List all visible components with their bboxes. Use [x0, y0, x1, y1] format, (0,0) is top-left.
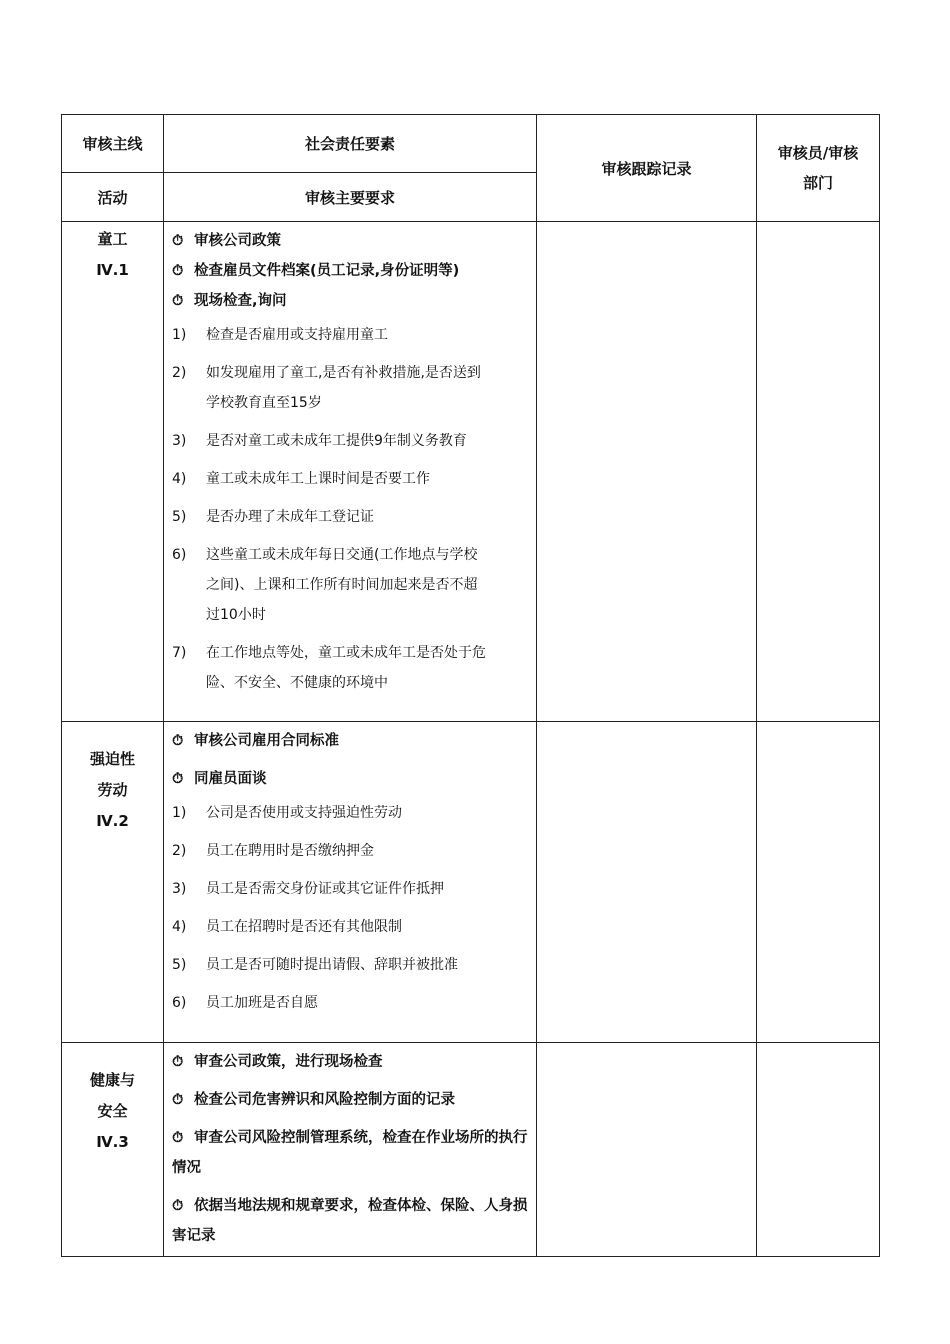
clock-icon: ⏱ — [172, 733, 184, 749]
clock-icon: ⏱ — [172, 293, 184, 309]
item-line: 童工或未成年工上课时间是否要工作 — [206, 471, 430, 487]
item-number: 2) — [172, 843, 187, 859]
bullet-text: 审核公司雇用合同标准 — [194, 733, 339, 749]
bullet-item — [172, 1191, 530, 1251]
bullet-text: 审查公司风险控制管理系统，检查在作业场所的执行情况 — [172, 1130, 528, 1176]
auditor-cell — [757, 1043, 880, 1257]
bullet-text: 审核公司政策 — [194, 233, 281, 249]
section-row — [62, 222, 880, 722]
section-requirements — [164, 1043, 537, 1257]
numbered-item — [172, 836, 530, 866]
section-title — [62, 1043, 164, 1257]
item-line: 员工在招聘时是否还有其他限制 — [206, 919, 402, 935]
bullet-item — [172, 286, 530, 316]
numbered-item — [172, 798, 530, 828]
item-line: 过10小时 — [206, 607, 266, 623]
bullet-item — [172, 1085, 530, 1115]
item-line: 是否对童工或未成年工提供9年制义务教育 — [206, 433, 467, 449]
numbered-item — [172, 874, 530, 904]
section-title-line: Ⅳ.1 — [96, 261, 129, 279]
header-requirements: 审核主要要求 — [164, 173, 537, 222]
numbered-item — [172, 638, 530, 698]
item-line: 是否办理了未成年工登记证 — [206, 509, 374, 525]
numbered-item — [172, 540, 530, 630]
section-title-line: Ⅳ.2 — [96, 812, 129, 830]
bullet-item — [172, 764, 530, 794]
numbered-item — [172, 502, 530, 532]
item-line: 员工在聘用时是否缴纳押金 — [206, 843, 374, 859]
clock-icon: ⏱ — [172, 1054, 184, 1070]
numbered-item — [172, 464, 530, 494]
header-auditor — [757, 115, 880, 222]
bullet-item — [172, 256, 530, 286]
header-auditor-line1: 审核员/审核 — [777, 144, 859, 162]
section-row — [62, 1043, 880, 1257]
bullet-text: 检查公司危害辨识和风险控制方面的记录 — [194, 1092, 455, 1108]
section-title-line: 童工 — [97, 230, 128, 248]
bullet-item — [172, 1047, 530, 1077]
bullet-text: 检查雇员文件档案(员工记录,身份证明等) — [194, 263, 460, 279]
item-number: 3) — [172, 433, 187, 449]
numbered-item — [172, 912, 530, 942]
section-title-line: 强迫性 — [89, 750, 135, 768]
item-line: 学校教育直至15岁 — [206, 395, 322, 411]
section-title-line: 劳动 — [97, 781, 128, 799]
item-line: 员工是否需交身份证或其它证件作抵押 — [206, 881, 444, 897]
item-number: 1) — [172, 805, 187, 821]
section-title-line: 健康与 — [89, 1071, 135, 1089]
item-line: 检查是否雇用或支持雇用童工 — [206, 327, 388, 343]
item-line: 员工加班是否自愿 — [206, 995, 318, 1011]
section-requirements — [164, 222, 537, 722]
item-line: 之间)、上课和工作所有时间加起来是否不超 — [206, 577, 478, 593]
tracking-record-cell — [537, 1043, 757, 1257]
bullet-text: 审查公司政策，进行现场检查 — [194, 1054, 383, 1070]
clock-icon: ⏱ — [172, 233, 184, 249]
section-title-line: 安全 — [97, 1102, 128, 1120]
item-number: 7) — [172, 645, 187, 661]
bullet-item — [172, 1123, 530, 1183]
section-row — [62, 722, 880, 1043]
numbered-item — [172, 320, 530, 350]
audit-table — [61, 114, 880, 1257]
item-line: 这些童工或未成年每日交通(工作地点与学校 — [206, 547, 478, 563]
item-number: 5) — [172, 509, 187, 525]
bullet-item — [172, 726, 530, 756]
bullet-text: 现场检查,询问 — [194, 293, 287, 309]
tracking-record-cell — [537, 722, 757, 1043]
clock-icon: ⏱ — [172, 1092, 184, 1108]
auditor-cell — [757, 722, 880, 1043]
header-auditor-line2: 部门 — [802, 174, 833, 192]
item-line: 在工作地点等处，童工或未成年工是否处于危 — [206, 645, 486, 661]
numbered-item — [172, 988, 530, 1018]
item-number: 4) — [172, 471, 187, 487]
numbered-item — [172, 358, 530, 418]
bullet-text: 同雇员面谈 — [194, 771, 267, 787]
header-element: 社会责任要素 — [164, 115, 537, 173]
item-number: 1) — [172, 327, 187, 343]
section-title — [62, 222, 164, 722]
header-activity: 活动 — [62, 173, 164, 222]
header-tracking-record: 审核跟踪记录 — [537, 115, 757, 222]
item-number: 3) — [172, 881, 187, 897]
numbered-item — [172, 950, 530, 980]
clock-icon: ⏱ — [172, 771, 184, 787]
section-requirements — [164, 722, 537, 1043]
header-main-line: 审核主线 — [62, 115, 164, 173]
item-number: 6) — [172, 995, 187, 1011]
item-number: 2) — [172, 365, 187, 381]
item-number: 5) — [172, 957, 187, 973]
auditor-cell — [757, 222, 880, 722]
section-rows — [62, 222, 880, 1257]
clock-icon: ⏱ — [172, 1130, 184, 1146]
numbered-item — [172, 426, 530, 456]
item-number: 6) — [172, 547, 187, 563]
bullet-text: 依据当地法规和规章要求，检查体检、保险、人身损害记录 — [172, 1198, 528, 1244]
item-line: 险、不安全、不健康的环境中 — [206, 675, 388, 691]
section-title — [62, 722, 164, 1043]
item-line: 公司是否使用或支持强迫性劳动 — [206, 805, 402, 821]
section-title-line: Ⅳ.3 — [96, 1133, 129, 1151]
item-line: 如发现雇用了童工,是否有补救措施,是否送到 — [206, 365, 481, 381]
clock-icon: ⏱ — [172, 1198, 184, 1214]
clock-icon: ⏱ — [172, 263, 184, 279]
bullet-item — [172, 226, 530, 256]
item-number: 4) — [172, 919, 187, 935]
tracking-record-cell — [537, 222, 757, 722]
item-line: 员工是否可随时提出请假、辞职并被批准 — [206, 957, 458, 973]
